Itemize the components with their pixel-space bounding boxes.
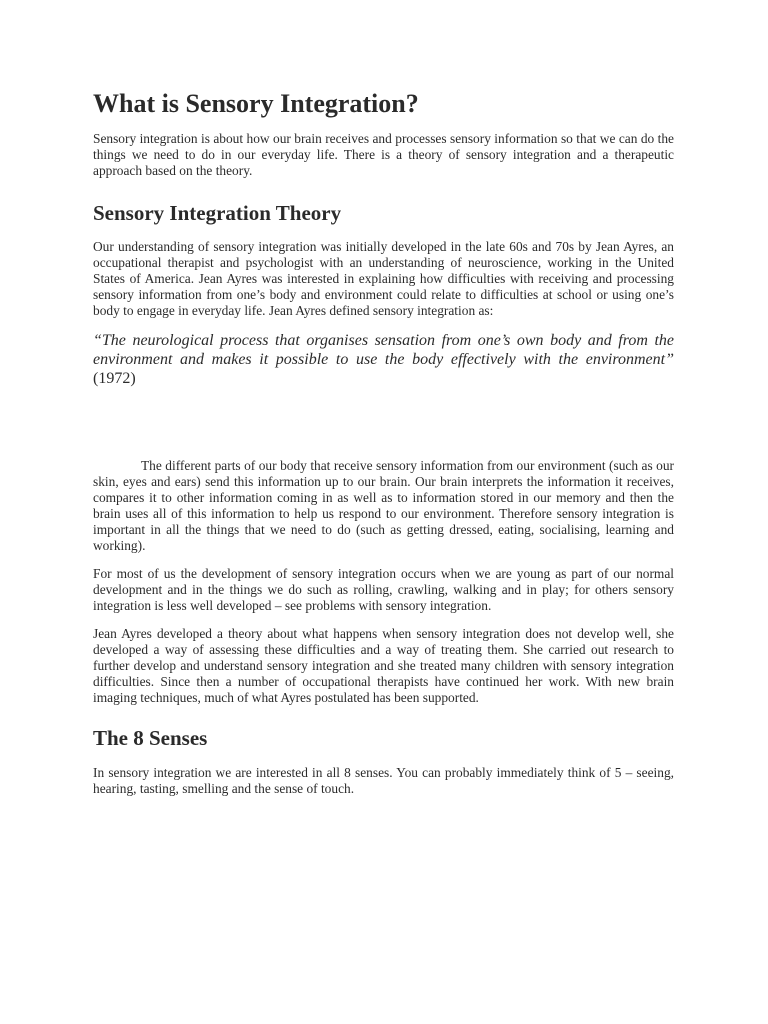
theory-paragraph: Our understanding of sensory integration was initially developed in the late 60s and 70s by Jean Ayres, an occupational therapist and psychologist with an understanding of neuroscience, working in the United States of America. Jean Ayres was interested in explaining how difficulties with receiving and processing sensory information from one’s body and environment could relate to difficulties at school or using one’s body to engage in everyday life. Jean Ayres defined sensory integration as: xyxy=(93,239,674,319)
body-paragraph-2: For most of us the development of sensory integration occurs when we are young as part of our normal development and in the things we do such as rolling, crawling, walking and in play; for others sensory integration is less well developed – see problems with sensory integration. xyxy=(93,566,674,614)
body-paragraph-1: The different parts of our body that receive sensory information from our environment (such as our skin, eyes and ears) send this information up to our brain. Our brain interprets the information it receives, compares it to other information coming in as well as to information stored in our memory and then the brain uses all of this information to help us respond to our environment. Therefore sensory integration is important in all the things that we need to do (such as getting dressed, eating, socialising, learning and working). xyxy=(93,458,674,554)
theory-heading: Sensory Integration Theory xyxy=(93,201,342,226)
ayres-quote xyxy=(93,331,674,388)
blank-space xyxy=(93,388,674,458)
page-title: What is Sensory Integration? xyxy=(93,89,419,118)
quote-year: (1972) xyxy=(93,370,136,388)
senses-paragraph: In sensory integration we are interested in all 8 senses. You can probably immediately think of 5 – seeing, hearing, tasting, smelling and the sense of touch. xyxy=(93,764,674,796)
intro-paragraph: Sensory integration is about how our brain receives and processes sensory information so that we can do the things we need to do in our everyday life. There is a theory of sensory integration and a therapeutic approach based on the theory. xyxy=(93,131,674,179)
senses-heading: The 8 Senses xyxy=(93,726,208,751)
body-paragraph-3: Jean Ayres developed a theory about what happens when sensory integration does not develop well, she developed a way of assessing these difficulties and a way of treating them. She carried out research to further develop and understand sensory integration and she treated many children with sensory integration difficulties. Since then a number of occupational therapists have continued her work. With new brain imaging techniques, much of what Ayres postulated has been supported. xyxy=(93,626,674,706)
quote-text: “The neurological process that organises sensation from one’s own body and from the environment and makes it possible to use the body effectively with the environment” xyxy=(93,332,674,369)
